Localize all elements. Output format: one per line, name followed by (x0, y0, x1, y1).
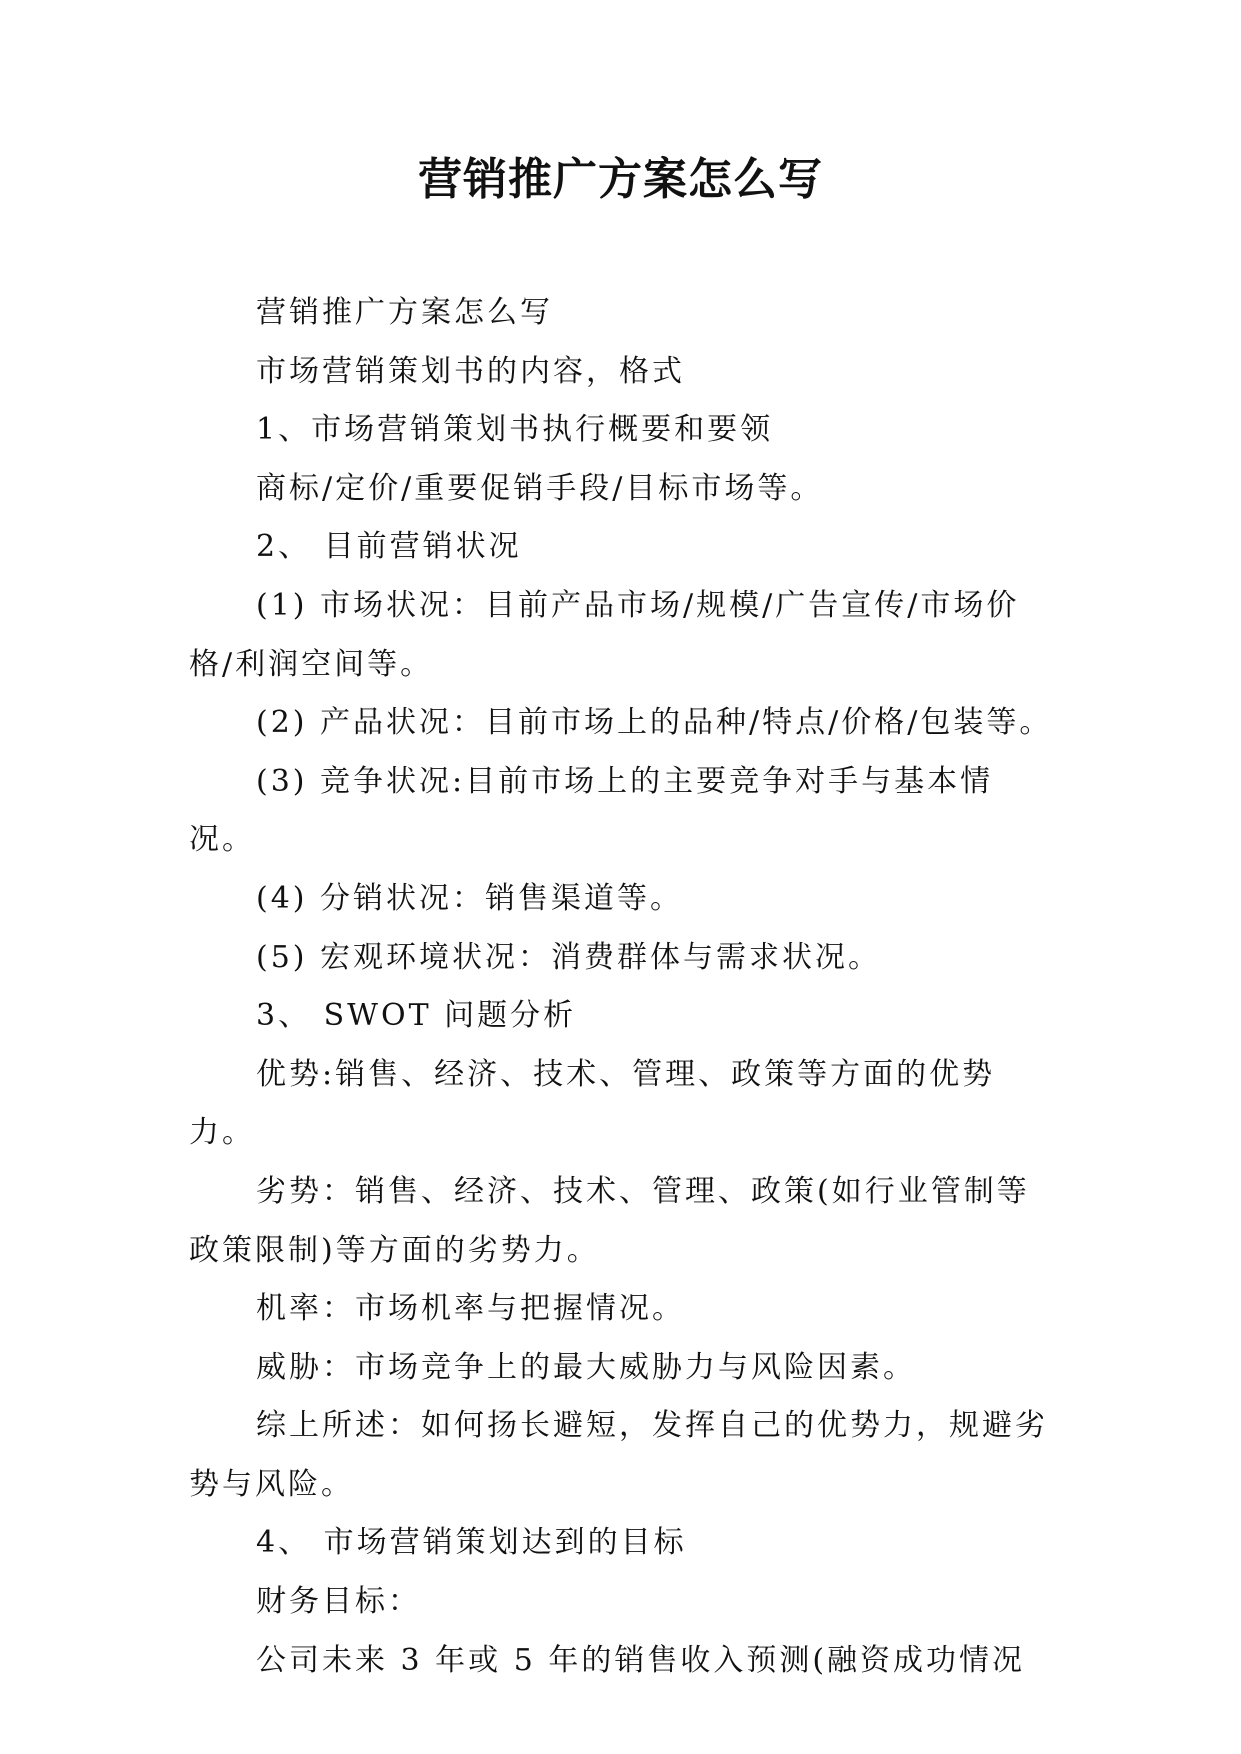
paragraph: 3、 SWOT 问题分析 (256, 998, 577, 1034)
paragraph: 市场营销策划书的内容，格式 (256, 353, 685, 389)
paragraph: (2) 产品状况：目前市场上的品种/特点/价格/包装等。 (256, 705, 1053, 741)
paragraph: 劣势：销售、经济、技术、管理、政策(如行业管制等政策限制)等方面的劣势力。 (189, 1173, 1030, 1268)
paragraph: (4) 分销状况：销售渠道等。 (256, 880, 684, 916)
paragraph: 营销推广方案怎么写 (256, 295, 553, 330)
paragraph: 财务目标： (256, 1584, 421, 1620)
paragraph: (3) 竞争状况:目前市场上的主要竞争对手与基本情况。 (189, 763, 994, 858)
document-title: 营销推广方案怎么写 (418, 154, 823, 205)
paragraph: 优势:销售、经济、技术、管理、政策等方面的优势力。 (189, 1056, 996, 1151)
paragraph: 1、市场营销策划书执行概要和要领 (256, 412, 774, 448)
paragraph: (1) 市场状况：目前产品市场/规模/广告宣传/市场价格/利润空间等。 (189, 587, 1020, 682)
paragraph: 公司未来 3 年或 5 年的销售收入预测(融资成功情况 (256, 1642, 1026, 1678)
paragraph: 商标/定价/重要促销手段/目标市场等。 (256, 470, 824, 506)
paragraph: 威胁：市场竞争上的最大威胁力与风险因素。 (256, 1349, 916, 1385)
paragraph: 综上所述：如何扬长避短，发挥自己的优势力，规避劣势与风险。 (189, 1408, 1048, 1502)
paragraph: 2、 目前营销状况 (256, 529, 522, 565)
paragraph: (5) 宏观环境状况：消费群体与需求状况。 (256, 939, 882, 975)
paragraph: 4、 市场营销策划达到的目标 (256, 1525, 687, 1561)
document-body (189, 284, 1059, 1690)
paragraph: 机率：市场机率与把握情况。 (256, 1291, 685, 1327)
